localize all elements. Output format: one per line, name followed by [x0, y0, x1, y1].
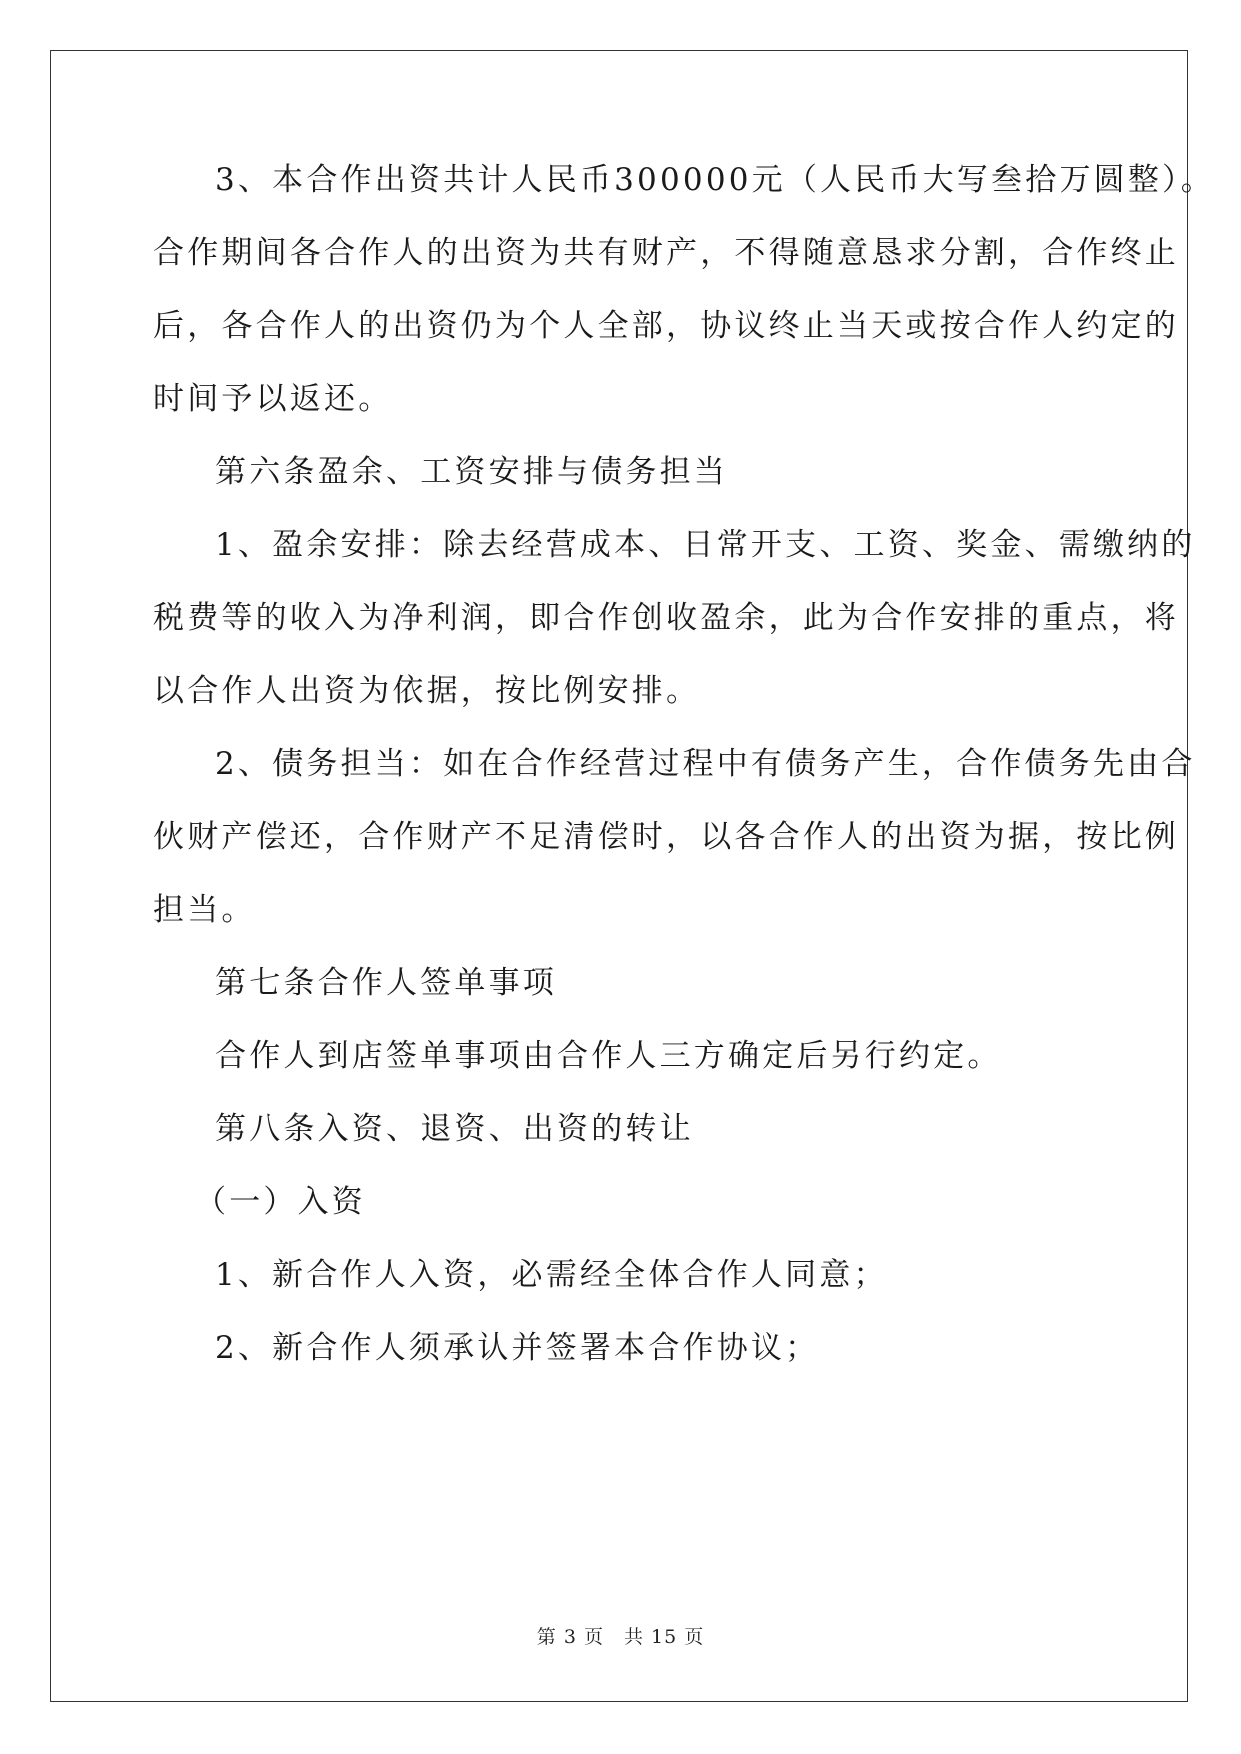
- section-heading: 第六条盈余、工资安排与债务担当: [215, 454, 728, 490]
- paragraph-line: 伙财产偿还，合作财产不足清偿时，以各合作人的出资为据，按比例: [153, 819, 1179, 855]
- paragraph-line: 后，各合作人的出资仍为个人全部，协议终止当天或按合作人约定的: [153, 308, 1179, 344]
- paragraph-line: 合作人到店签单事项由合作人三方确定后另行约定。: [215, 1038, 1002, 1074]
- paragraph-line: 1、盈余安排：除去经营成本、日常开支、工资、奖金、需缴纳的: [215, 527, 1196, 563]
- paragraph-line: 2、债务担当：如在合作经营过程中有债务产生，合作债务先由合: [215, 746, 1196, 782]
- paragraph-line: 税费等的收入为净利润，即合作创收盈余，此为合作安排的重点，将: [153, 600, 1179, 636]
- list-item: 2、新合作人须承认并签署本合作协议；: [215, 1330, 820, 1366]
- subsection-heading: （一）入资: [195, 1184, 366, 1220]
- paragraph-line: 担当。: [153, 892, 256, 928]
- page-number-footer: 第 3 页 共 15 页: [536, 1626, 705, 1648]
- paragraph-line: 以合作人出资为依据，按比例安排。: [153, 673, 701, 709]
- paragraph-line: 时间予以返还。: [153, 381, 393, 417]
- section-heading: 第八条入资、退资、出资的转让: [215, 1111, 694, 1147]
- paragraph-line: 合作期间各合作人的出资为共有财产，不得随意恳求分割，合作终止: [153, 235, 1179, 271]
- section-heading: 第七条合作人签单事项: [215, 965, 557, 1001]
- page-border: [50, 50, 1188, 1702]
- paragraph-line: 3、本合作出资共计人民币300000元（人民币大写叁拾万圆整）。: [215, 162, 1215, 198]
- list-item: 1、新合作人入资，必需经全体合作人同意；: [215, 1257, 888, 1293]
